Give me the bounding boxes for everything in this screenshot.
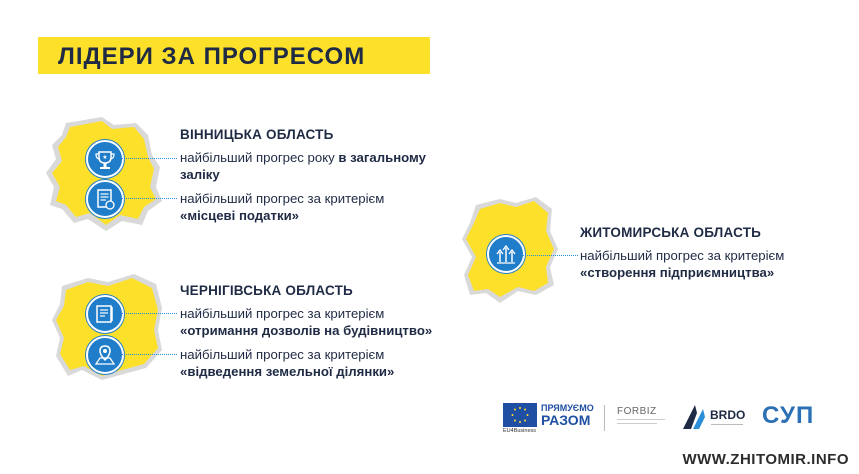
item-text-bold: заліку — [180, 167, 220, 182]
logo-divider — [604, 405, 605, 431]
connector-line — [122, 354, 177, 355]
brdo-logo: BRDO — [710, 408, 746, 422]
eu-logo-top: ПРЯМУЄМО — [541, 403, 594, 413]
connector-line — [523, 255, 578, 256]
item-text-plain: найбільший прогрес за критерієм — [180, 191, 385, 206]
region-name-zhytomyr: ЖИТОМИРСЬКА ОБЛАСТЬ — [580, 225, 762, 240]
svg-text:★: ★ — [102, 154, 108, 161]
item-text-plain: найбільший прогрес за критерієм — [580, 248, 785, 263]
region-name-vinnytsia: ВІННИЦЬКА ОБЛАСТЬ — [180, 127, 334, 142]
item-text-bold: «місцеві податки» — [180, 208, 300, 223]
building-permit-icon — [86, 295, 124, 333]
eu-logo — [503, 403, 599, 433]
region-item-text-line2 — [180, 207, 299, 224]
eu-flag-icon — [503, 403, 537, 427]
trophy-icon — [86, 140, 124, 178]
region-item-text — [180, 190, 384, 207]
growth-arrows-icon — [487, 235, 525, 273]
connector-line — [122, 198, 177, 199]
region-name-chernihiv: ЧЕРНІГІВСЬКА ОБЛАСТЬ — [180, 283, 353, 298]
eu-logo-sub: EU4Business — [503, 428, 537, 434]
connector-line — [122, 158, 177, 159]
region-item-text-line2 — [180, 322, 432, 339]
region-item-text-line2 — [180, 166, 220, 183]
region-item-text-line2 — [180, 363, 394, 380]
connector-line — [122, 313, 177, 314]
watermark: WWW.ZHITOMIR.INFO — [682, 451, 849, 468]
item-text-bold: «отримання дозволів на будівництво» — [180, 323, 433, 338]
forbiz-subtitle — [617, 419, 665, 420]
page-title: ЛІДЕРИ ЗА ПРОГРЕСОМ — [58, 43, 366, 70]
region-item-text — [580, 247, 784, 264]
forbiz-subtitle-line — [617, 423, 657, 424]
forbiz-logo: FORBIZ — [617, 406, 657, 417]
region-item-text — [180, 305, 384, 322]
item-text-plain: найбільший прогрес року — [180, 150, 339, 165]
eu-logo-bottom: РАЗОМ — [541, 412, 591, 428]
region-item-text-line2 — [580, 264, 774, 281]
item-text-bold: в загальному — [338, 150, 426, 165]
item-text-bold: «створення підприємництва» — [580, 265, 775, 280]
tax-document-icon — [86, 180, 124, 218]
region-item-text — [180, 346, 384, 363]
brdo-mark-icon — [681, 403, 711, 431]
item-text-plain: найбільший прогрес за критерієм — [180, 306, 385, 321]
sup-logo: СУП — [762, 402, 815, 429]
brdo-subtitle — [711, 424, 743, 425]
region-item-text — [180, 149, 426, 166]
item-text-plain: найбільший прогрес за критерієм — [180, 347, 385, 362]
land-plot-icon — [86, 336, 124, 374]
item-text-bold: «відведення земельної ділянки» — [180, 364, 395, 379]
